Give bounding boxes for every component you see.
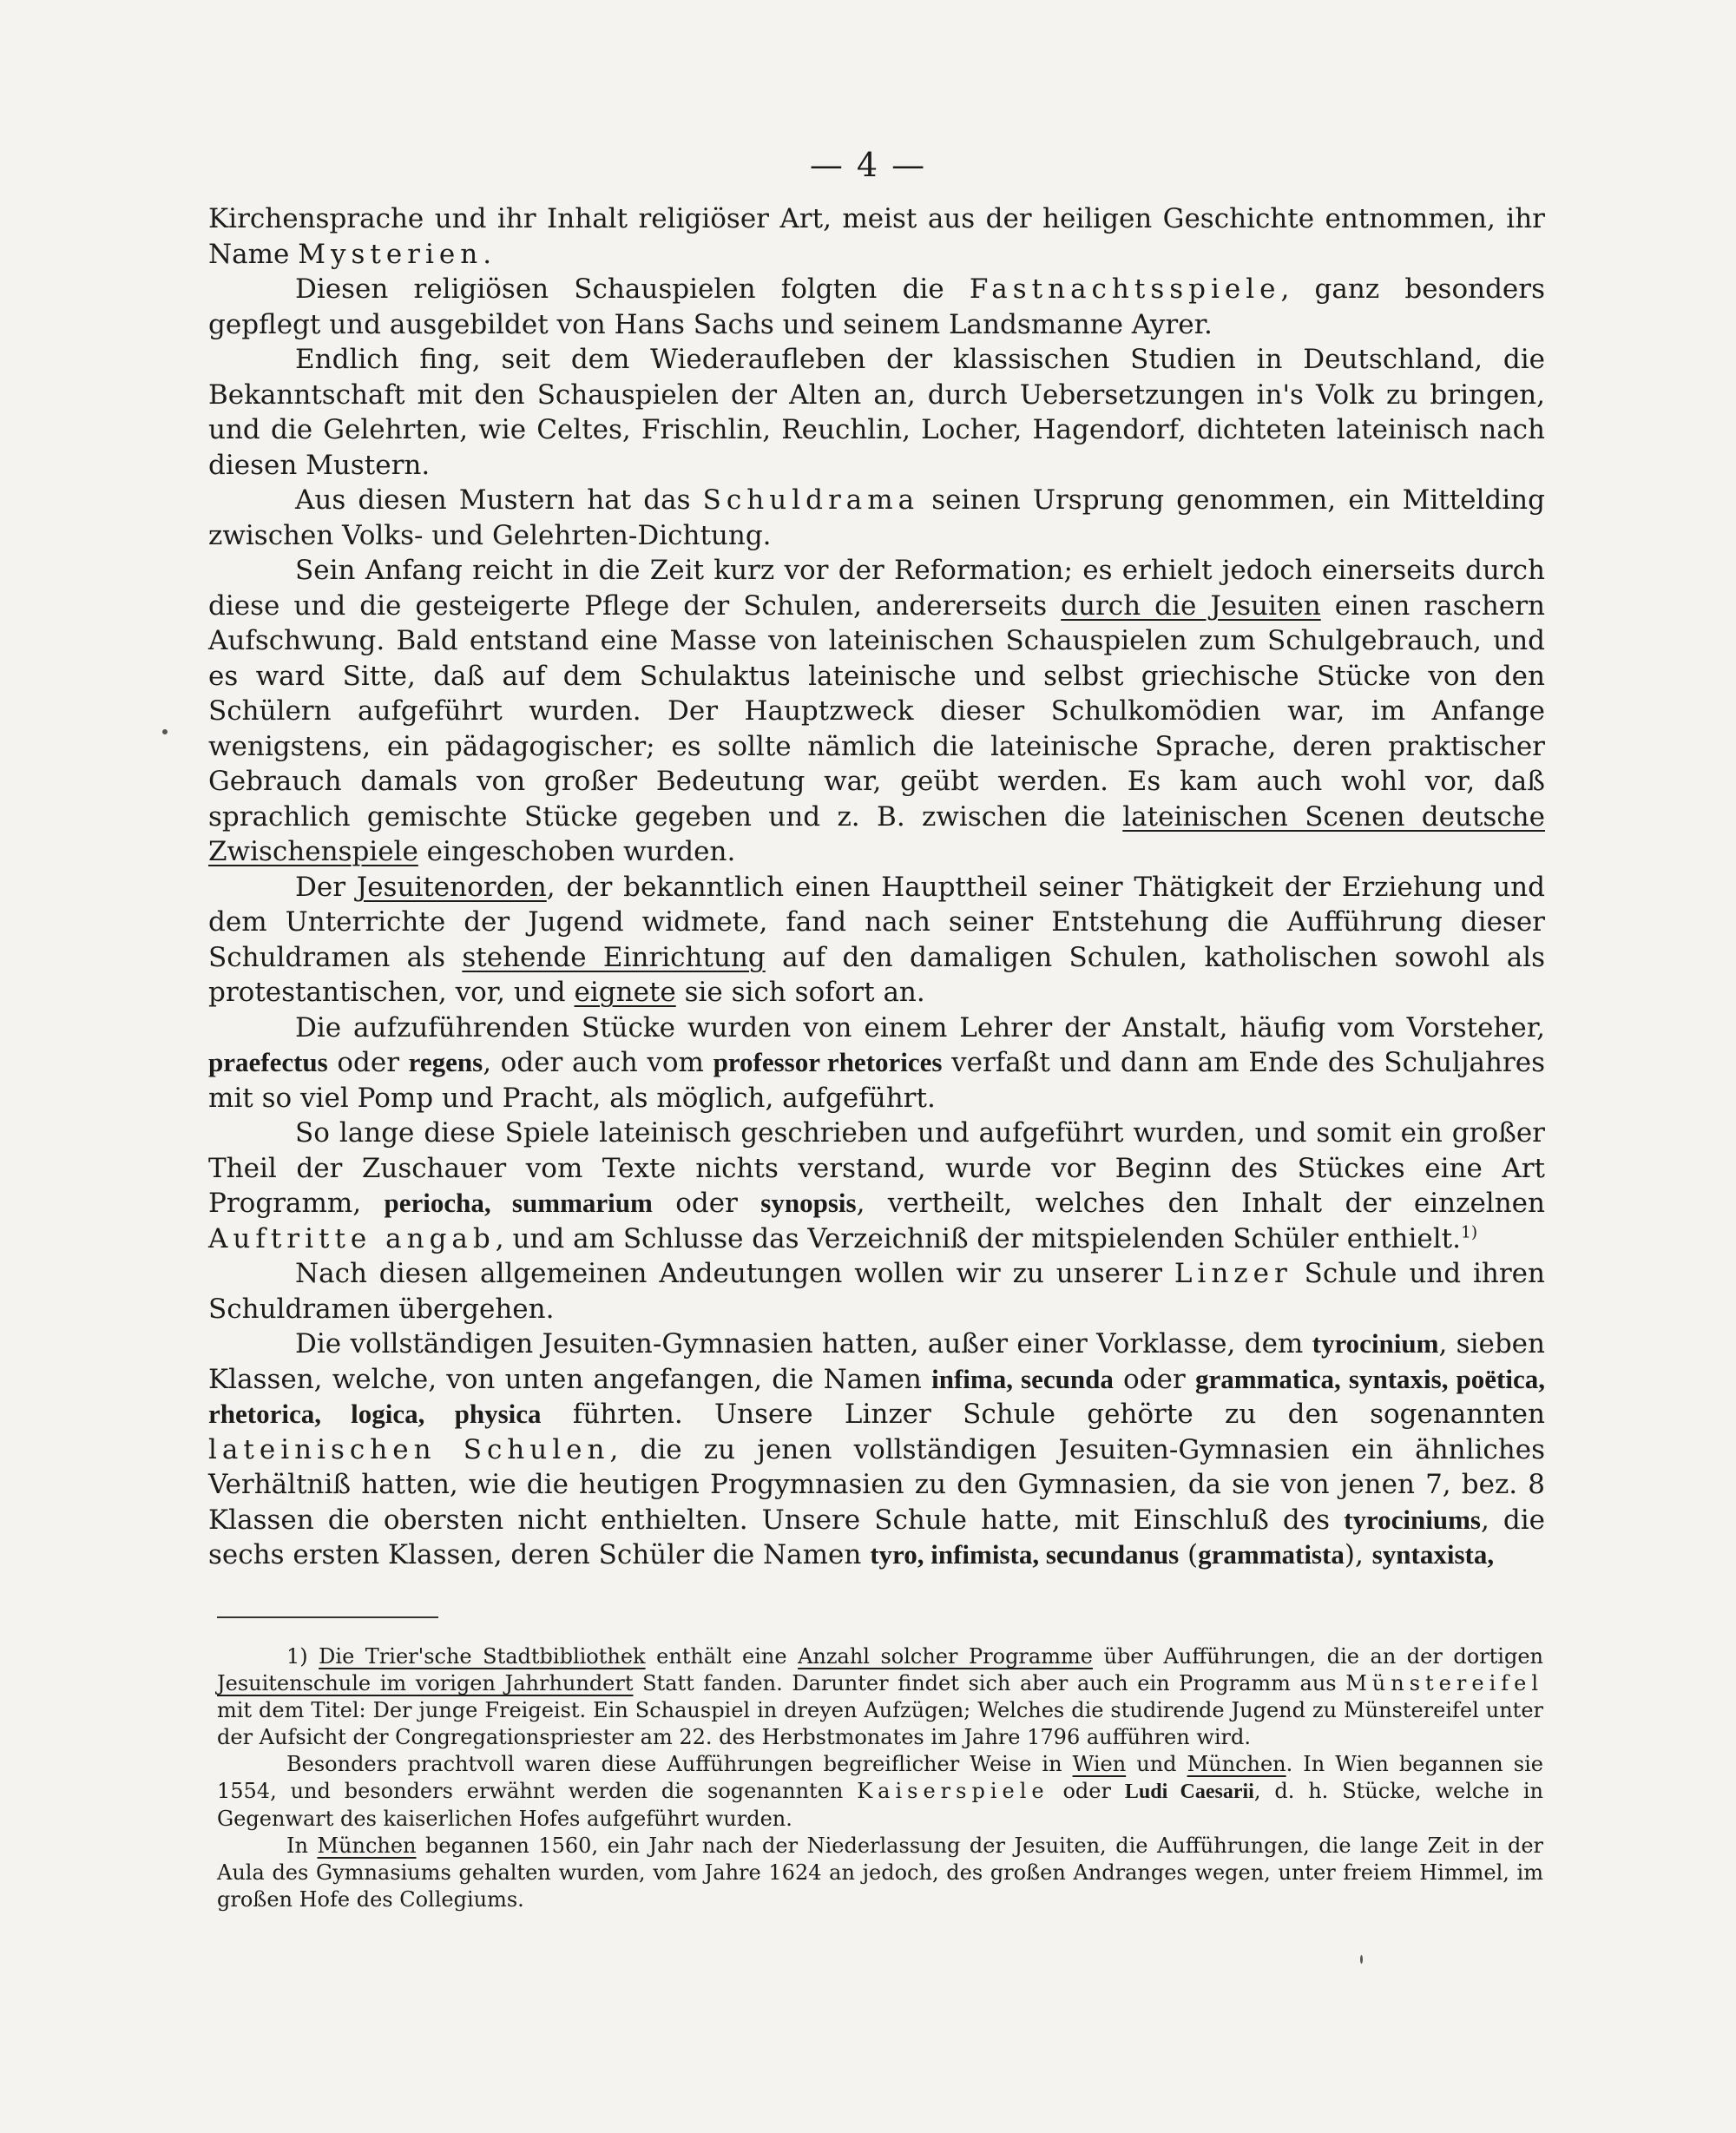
text-run: oder xyxy=(1049,1779,1125,1803)
text-run: Schuldrama xyxy=(702,484,920,516)
text-run: infima, secunda xyxy=(931,1363,1114,1394)
text-run: Der xyxy=(295,871,357,903)
paragraph xyxy=(208,1116,1545,1256)
scan-speck xyxy=(1360,1955,1363,1964)
footnote xyxy=(217,1643,1543,1751)
paragraph xyxy=(208,870,1545,1011)
text-run: führten. Unsere Linzer Schule gehörte zu den sogenannten xyxy=(541,1399,1545,1430)
text-run: Die aufzuführenden Stücke wurden von einem Lehrer der Anstalt, häufig vom Vorsteher, xyxy=(295,1011,1545,1043)
text-run: Fastnachtsspiele xyxy=(969,273,1281,305)
text-run: Sein Anfang reicht in die Zeit kurz vor der Reformation; es erhielt jedoch einerseits durch diese und die gesteigerte Pflege der Schulen, andererseits xyxy=(208,555,1545,622)
text-run: oder xyxy=(652,1188,761,1219)
text-run: Ludi Caesarii xyxy=(1124,1781,1254,1803)
text-run: einen raschern Aufschwung. Bald entstand eine Masse von lateinischen Schauspielen zum Schulgebrauch, und es ward Sitte, daß auf dem Schulaktus lateinische und selbst griechische Stücke von den Schülern aufgeführt wurden. Der Hauptzweck dieser Schulkomödien war, im Anfange wenigstens, ein pädagogischer; es sollte nämlich die lateinische Sprache, deren praktischer Gebrauch damals von großer Bedeutung war, geübt werden. Es kam auch wohl vor, daß sprachlich gemischte Stücke gegeben und z. B. zwischen die xyxy=(208,589,1546,833)
text-run: seinen Ursprung genommen, ein Mittelding zwischen Volks- und Gelehrten-Dichtung. xyxy=(208,484,1545,551)
paragraph xyxy=(208,1011,1545,1116)
text-run: und xyxy=(1126,1752,1187,1776)
text-run: Auftritte angab xyxy=(208,1222,496,1254)
text-run: tyrociniums xyxy=(1344,1504,1481,1535)
text-run: synopsis xyxy=(760,1188,857,1218)
footnote xyxy=(217,1751,1543,1833)
text-run: Kirchensprache und ihr Inhalt religiöser Art, meist aus der heiligen Geschichte entnommen, ihr Name xyxy=(208,203,1545,270)
text-run: grammatista xyxy=(1198,1539,1345,1570)
text-run: enthält eine xyxy=(645,1644,799,1669)
text-run: , die sechs ersten Klassen, deren Schüler die Namen xyxy=(208,1504,1546,1570)
text-run: Jesuitenorden xyxy=(356,871,547,903)
text-run: , und am Schlusse das Verzeichniß der mitspielenden Schüler enthielt. xyxy=(495,1222,1461,1254)
text-run: ), xyxy=(1344,1539,1372,1570)
text-run: München xyxy=(1187,1752,1286,1776)
text-run: oder xyxy=(327,1047,409,1078)
text-run: Endlich fing, seit dem Wiederaufleben der klassischen Studien in Deutschland, die Bekanntschaft mit den Schauspielen der Alten an, durch Uebersetzungen in's Volk zu bringen, und die Gelehrten, wie Celtes, Frischlin, Reuchlin, Locher, Hagendorf, dichteten lateinisch nach diesen Mustern. xyxy=(208,344,1545,481)
text-run: , d. h. Stücke, welche in Gegenwart des kaiserlichen Hofes aufgeführt wurden. xyxy=(217,1779,1544,1831)
text-run: Linzer xyxy=(1174,1258,1292,1289)
paragraph xyxy=(208,201,1545,272)
text-run: , ganz besonders gepflegt und ausgebildet von Hans Sachs und seinem Landsmanne Ayrer. xyxy=(208,273,1545,340)
main-text xyxy=(208,201,1545,1573)
text-run: praefectus xyxy=(208,1047,328,1077)
text-run: München xyxy=(317,1833,417,1858)
text-run: syntaxista, xyxy=(1371,1539,1495,1570)
text-run: lateinischen Schulen xyxy=(208,1433,610,1465)
text-run: auf den damaligen Schulen, katholischen sowohl als protestantischen, vor, und xyxy=(208,941,1545,1008)
footnote-marker: 1) xyxy=(286,1644,319,1669)
text-run: eingeschoben wurden. xyxy=(418,836,736,867)
footnotes xyxy=(217,1643,1543,1913)
text-run: über Aufführungen, die an der dortigen xyxy=(1092,1644,1543,1669)
text-run: Nach diesen allgemeinen Andeutungen wollen wir zu unserer xyxy=(295,1258,1174,1289)
text-run: Aus diesen Mustern hat das xyxy=(295,484,703,516)
text-run: sie sich sofort an. xyxy=(675,977,925,1008)
text-run: begannen 1560, ein Jahr nach der Niederlassung der Jesuiten, die Aufführungen, die lange Zeit in der Aula des Gymnasiums gehalten wurden, vom Jahre 1624 an jedoch, des großen Andranges wegen, unter freiem Himmel, im großen Hofe des Collegiums. xyxy=(217,1833,1543,1912)
text-run: . In Wien begannen sie 1554, und besonders erwähnt werden die sogenannten xyxy=(217,1752,1543,1803)
text-run: stehende Einrichtung xyxy=(462,941,766,973)
text-run: So lange diese Spiele lateinisch geschrieben und aufgeführt wurden, und somit ein großer Theil der Zuschauer vom Texte nichts verstand, wurde vor Beginn des Stückes eine Art Programm, xyxy=(208,1117,1545,1219)
paragraph xyxy=(208,1256,1545,1327)
text-run: tyrocinium xyxy=(1312,1328,1439,1359)
text-run: Anzahl solcher Programme xyxy=(798,1644,1093,1669)
text-run: , der bekanntlich einen Haupttheil seiner Thätigkeit der Erziehung und dem Unterrichte der Jugend widmete, fand nach seiner Entstehung die Aufführung dieser Schuldramen als xyxy=(208,871,1545,973)
text-run: tyro, infimista, secundanus xyxy=(870,1539,1180,1570)
text-run: Besonders prachtvoll waren diese Aufführungen begreiflicher Weise in xyxy=(286,1752,1073,1776)
footnote-separator xyxy=(217,1616,438,1618)
text-run: , oder auch vom xyxy=(483,1047,713,1078)
text-run: ( xyxy=(1179,1539,1199,1570)
text-run: eignete xyxy=(574,977,676,1008)
text-run: verfaßt und dann am Ende des Schuljahres mit so viel Pomp und Pracht, als möglich, aufgeführt. xyxy=(208,1047,1545,1114)
text-run: Die vollständigen Jesuiten-Gymnasien hatten, außer einer Vorklasse, dem xyxy=(295,1328,1312,1359)
footnote-reference: 1) xyxy=(1461,1223,1478,1242)
paragraph xyxy=(208,553,1545,870)
footnote xyxy=(217,1833,1543,1913)
text-run: Mysterien. xyxy=(298,238,497,270)
text-run: Kaiserspiele xyxy=(857,1779,1049,1803)
text-run: , die zu jenen vollständigen Jesuiten-Gymnasien ein ähnliches Verhältniß hatten, wie die heutigen Progymnasien zu den Gymnasien, da sie von jenen 7, bez. 8 Klassen die obersten nicht enthielten. Unsere Schule hatte, mit Einschluß des xyxy=(208,1433,1545,1536)
paragraph xyxy=(208,272,1545,342)
text-run: lateinischen Scenen deutsche Zwischenspiele xyxy=(208,800,1545,867)
text-run: regens xyxy=(408,1047,483,1077)
text-run: Statt fanden. Darunter findet sich aber auch ein Programm aus xyxy=(633,1671,1346,1695)
text-run: oder xyxy=(1113,1363,1195,1395)
text-run: durch die Jesuiten xyxy=(1061,589,1321,622)
page-number: — 4 — xyxy=(809,146,927,184)
text-run: , vertheilt, welches den Inhalt der einzelnen xyxy=(856,1188,1545,1219)
text-run: Jesuitenschule im vorigen Jahrhundert xyxy=(217,1671,634,1695)
text-run: professor rhetorices xyxy=(713,1047,943,1077)
scan-speck xyxy=(162,729,168,734)
text-run: periocha, summarium xyxy=(384,1188,653,1218)
text-run: Münstereifel xyxy=(1345,1671,1543,1695)
text-run: grammatica, syntaxis, poëtica, rhetorica, logica, physica xyxy=(208,1363,1545,1429)
text-run: , sieben Klassen, welche, von unten angefangen, die Namen xyxy=(208,1328,1545,1395)
paragraph xyxy=(208,342,1545,483)
text-run: Die Trier'sche Stadtbibliothek xyxy=(319,1644,646,1669)
text-run: mit dem Titel: Der junge Freigeist. Ein Schauspiel in dreyen Aufzügen; Welches die studirende Jugend zu Münstereifel unter der Aufsicht der Congregationspriester am 22. des Herbstmonates im Jahre 1796 aufführen wird. xyxy=(217,1698,1543,1749)
paragraph xyxy=(208,483,1545,553)
text-run: In xyxy=(286,1833,318,1858)
paragraph xyxy=(208,1327,1545,1573)
text-run: Diesen religiösen Schauspielen folgten die xyxy=(295,273,970,305)
text-run: Wien xyxy=(1072,1752,1127,1776)
text-run: Schule und ihren Schuldramen übergehen. xyxy=(208,1258,1545,1325)
